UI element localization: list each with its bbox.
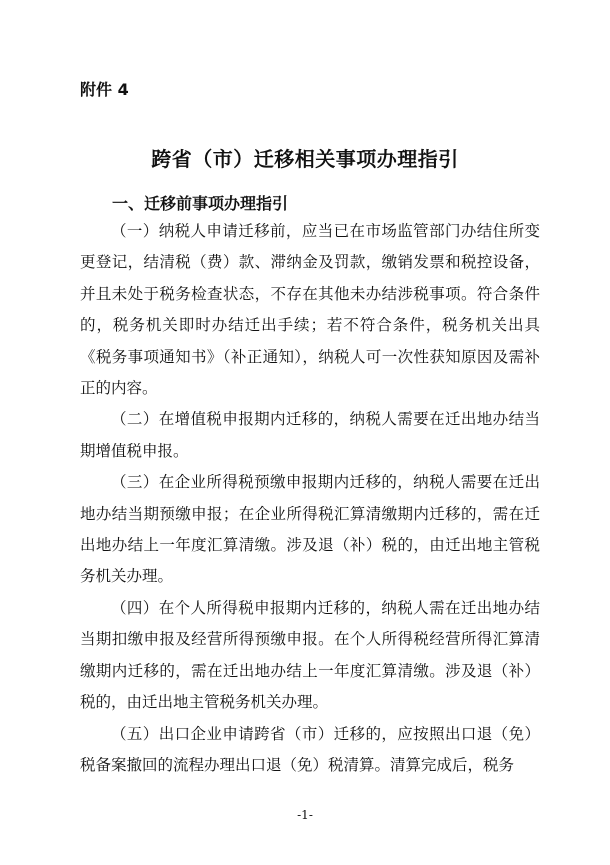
paragraph-5: （五）出口企业申请跨省（市）迁移的，应按照出口退（免）税备案撤回的流程办理出口退（免）税清算。清算完成后，税务 [80, 724, 540, 774]
section-heading: 一、迁移前事项办理指引 [112, 194, 289, 213]
document-title: 跨省（市）迁移相关事项办理指引 [151, 147, 459, 171]
document-body [80, 216, 540, 781]
page-number: -1- [297, 808, 313, 822]
paragraph-2: （二）在增值税申报期内迁移的，纳税人需要在迁出地办结当期增值税申报。 [80, 410, 540, 460]
paragraph-4: （四）在个人所得税申报期内迁移的，纳税人需在迁出地办结当期扣缴申报及经营所得预缴申报。在个人所得税经营所得汇算清缴期内迁移的，需在迁出地办结上一年度汇算清缴。涉及退（补）税的，由迁出地主管税务机关办理。 [80, 598, 540, 712]
paragraph-3: （三）在企业所得税预缴申报期内迁移的，纳税人需要在迁出地办结当期预缴申报；在企业所得税汇算清缴期内迁移的，需在迁出地办结上一年度汇算清缴。涉及退（补）税的，由迁出地主管税务机关办理。 [80, 473, 540, 586]
attachment-label: 附件 4 [80, 80, 129, 99]
paragraph-1: （一）纳税人申请迁移前，应当已在市场监管部门办结住所变更登记，结清税（费）款、滞纳金及罚款，缴销发票和税控设备，并且未处于税务检查状态，不存在其他未办结涉税事项。符合条件的，税务机关即时办结迁出手续；若不符合条件，税务机关出具《税务事项通知书》（补正通知），纳税人可一次性获知原因及需补正的内容。 [80, 222, 540, 398]
